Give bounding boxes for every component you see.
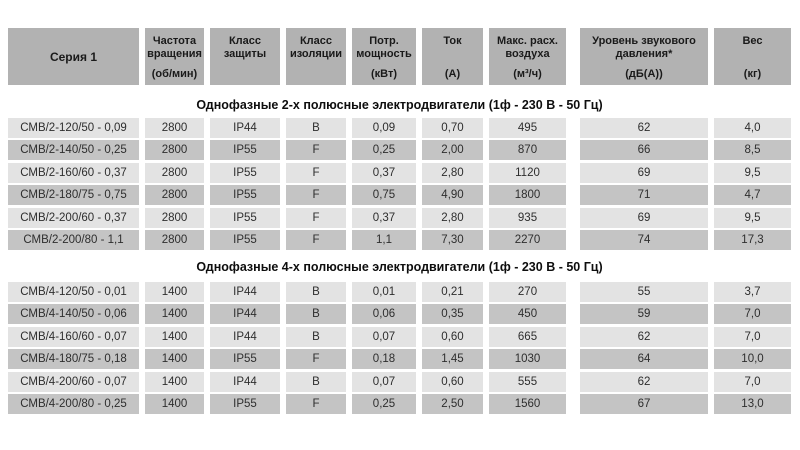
table-row (8, 185, 791, 205)
value-cell: IP55 (210, 394, 280, 414)
value-cell: 62 (580, 118, 708, 138)
value-cell: 1400 (145, 394, 204, 414)
value-cell: B (286, 304, 346, 324)
value-cell: 0,37 (352, 163, 416, 183)
column-header-unit: (А) (444, 67, 461, 80)
model-name-cell: СМВ/4-160/60 - 0,07 (8, 327, 139, 347)
value-cell: 2270 (489, 230, 566, 250)
column-header-weight (714, 28, 791, 85)
value-cell: 2,00 (422, 140, 483, 160)
value-cell: 495 (489, 118, 566, 138)
model-name-cell: СМВ/2-200/60 - 0,37 (8, 208, 139, 228)
column-header-title: Уровень звукового давления* (592, 35, 696, 60)
value-cell: 2800 (145, 118, 204, 138)
column-header-unit: (дБ(А)) (625, 67, 663, 80)
value-cell: F (286, 349, 346, 369)
table-row (8, 282, 791, 302)
value-cell: F (286, 185, 346, 205)
model-name-cell: СМВ/4-140/50 - 0,06 (8, 304, 139, 324)
value-cell: 935 (489, 208, 566, 228)
model-name-cell: СМВ/4-120/50 - 0,01 (8, 282, 139, 302)
value-cell: 2800 (145, 163, 204, 183)
value-cell: 0,06 (352, 304, 416, 324)
value-cell: 7,0 (714, 304, 791, 324)
model-name-cell: СМВ/2-140/50 - 0,25 (8, 140, 139, 160)
value-cell: 59 (580, 304, 708, 324)
value-cell: IP44 (210, 372, 280, 392)
value-cell: IP55 (210, 185, 280, 205)
value-cell: 2800 (145, 208, 204, 228)
value-cell: 665 (489, 327, 566, 347)
value-cell: B (286, 118, 346, 138)
model-name-cell: СМВ/2-160/60 - 0,37 (8, 163, 139, 183)
value-cell: 870 (489, 140, 566, 160)
table-row (8, 394, 791, 414)
column-header-rotation-speed (145, 28, 204, 85)
value-cell: IP55 (210, 230, 280, 250)
value-cell: 0,07 (352, 327, 416, 347)
column-header-unit: (кг) (743, 67, 762, 80)
value-cell: 1,45 (422, 349, 483, 369)
column-header-title: Ток (443, 35, 462, 47)
table-row (8, 304, 791, 324)
column-header-title: Класс изоляции (289, 35, 343, 60)
column-header-title: Частота вращения (147, 35, 202, 60)
column-header-title: Потр. мощность (356, 35, 412, 60)
column-header-current (422, 28, 483, 85)
value-cell: 66 (580, 140, 708, 160)
value-cell: 4,7 (714, 185, 791, 205)
table-header-row (8, 28, 791, 85)
value-cell: F (286, 163, 346, 183)
value-cell: F (286, 394, 346, 414)
value-cell: 0,09 (352, 118, 416, 138)
value-cell: 0,60 (422, 327, 483, 347)
value-cell: 1800 (489, 185, 566, 205)
table-row (8, 208, 791, 228)
value-cell: 4,90 (422, 185, 483, 205)
section-rows (8, 282, 791, 414)
value-cell: 0,07 (352, 372, 416, 392)
value-cell: 1560 (489, 394, 566, 414)
value-cell: 1400 (145, 304, 204, 324)
table-row (8, 140, 791, 160)
value-cell: F (286, 208, 346, 228)
value-cell: 2,50 (422, 394, 483, 414)
table-row (8, 163, 791, 183)
value-cell: B (286, 327, 346, 347)
value-cell: IP44 (210, 304, 280, 324)
value-cell: 0,70 (422, 118, 483, 138)
value-cell: 1400 (145, 349, 204, 369)
table-row (8, 327, 791, 347)
value-cell: F (286, 230, 346, 250)
value-cell: 555 (489, 372, 566, 392)
value-cell: 450 (489, 304, 566, 324)
column-header-unit: (кВт) (370, 67, 398, 80)
value-cell: 7,0 (714, 372, 791, 392)
value-cell: 8,5 (714, 140, 791, 160)
value-cell: 2800 (145, 140, 204, 160)
value-cell: 2,80 (422, 163, 483, 183)
column-header-title: Вес (742, 35, 763, 47)
value-cell: 55 (580, 282, 708, 302)
section-4-pole-motors (8, 256, 791, 414)
value-cell: 9,5 (714, 208, 791, 228)
value-cell: 0,25 (352, 140, 416, 160)
value-cell: 2,80 (422, 208, 483, 228)
value-cell: 9,5 (714, 163, 791, 183)
value-cell: 0,37 (352, 208, 416, 228)
value-cell: 0,25 (352, 394, 416, 414)
value-cell: 3,7 (714, 282, 791, 302)
value-cell: 2800 (145, 230, 204, 250)
table-row (8, 230, 791, 250)
value-cell: 7,0 (714, 327, 791, 347)
model-name-cell: СМВ/2-200/80 - 1,1 (8, 230, 139, 250)
value-cell: B (286, 372, 346, 392)
model-name-cell: СМВ/2-120/50 - 0,09 (8, 118, 139, 138)
value-cell: 1400 (145, 327, 204, 347)
value-cell: IP55 (210, 140, 280, 160)
model-name-cell: СМВ/2-180/75 - 0,75 (8, 185, 139, 205)
column-header-title: Серия 1 (49, 50, 98, 65)
value-cell: 62 (580, 372, 708, 392)
value-cell: 74 (580, 230, 708, 250)
value-cell: 270 (489, 282, 566, 302)
value-cell: 1,1 (352, 230, 416, 250)
value-cell: IP44 (210, 118, 280, 138)
value-cell: 17,3 (714, 230, 791, 250)
column-header-protection-class (210, 28, 280, 85)
section-title: Однофазные 4-х полюсные электродвигатели (1ф - 230 В - 50 Гц) (196, 259, 603, 274)
column-header-title: Класс защиты (223, 35, 267, 60)
table-row (8, 349, 791, 369)
section-title: Однофазные 2-х полюсные электродвигатели (1ф - 230 В - 50 Гц) (196, 98, 603, 112)
table-row (8, 118, 791, 138)
column-header-max-airflow (489, 28, 566, 85)
value-cell: 13,0 (714, 394, 791, 414)
value-cell: IP44 (210, 327, 280, 347)
table-row (8, 372, 791, 392)
column-header-unit: (м³/ч) (513, 67, 542, 80)
value-cell: IP44 (210, 282, 280, 302)
section-rows (8, 118, 791, 250)
value-cell: 71 (580, 185, 708, 205)
value-cell: F (286, 140, 346, 160)
value-cell: IP55 (210, 163, 280, 183)
value-cell: 7,30 (422, 230, 483, 250)
value-cell: 0,01 (352, 282, 416, 302)
value-cell: 0,21 (422, 282, 483, 302)
value-cell: 0,35 (422, 304, 483, 324)
value-cell: 0,75 (352, 185, 416, 205)
column-header-unit: (об/мин) (151, 67, 198, 80)
value-cell: 0,18 (352, 349, 416, 369)
model-name-cell: СМВ/4-200/60 - 0,07 (8, 372, 139, 392)
model-name-cell: СМВ/4-180/75 - 0,18 (8, 349, 139, 369)
value-cell: 1400 (145, 282, 204, 302)
value-cell: 1030 (489, 349, 566, 369)
value-cell: 1120 (489, 163, 566, 183)
column-header-power (352, 28, 416, 85)
column-header-title: Макс. расх. воздуха (497, 35, 558, 60)
value-cell: 64 (580, 349, 708, 369)
value-cell: 10,0 (714, 349, 791, 369)
value-cell: 0,60 (422, 372, 483, 392)
column-header-series (8, 28, 139, 85)
value-cell: 62 (580, 327, 708, 347)
value-cell: IP55 (210, 349, 280, 369)
value-cell: 1400 (145, 372, 204, 392)
model-name-cell: СМВ/4-200/80 - 0,25 (8, 394, 139, 414)
value-cell: 69 (580, 208, 708, 228)
value-cell: 4,0 (714, 118, 791, 138)
column-header-sound-pressure (580, 28, 708, 85)
value-cell: 2800 (145, 185, 204, 205)
column-header-insulation-class (286, 28, 346, 85)
value-cell: 69 (580, 163, 708, 183)
value-cell: 67 (580, 394, 708, 414)
section-2-pole-motors (8, 94, 791, 250)
value-cell: IP55 (210, 208, 280, 228)
value-cell: B (286, 282, 346, 302)
